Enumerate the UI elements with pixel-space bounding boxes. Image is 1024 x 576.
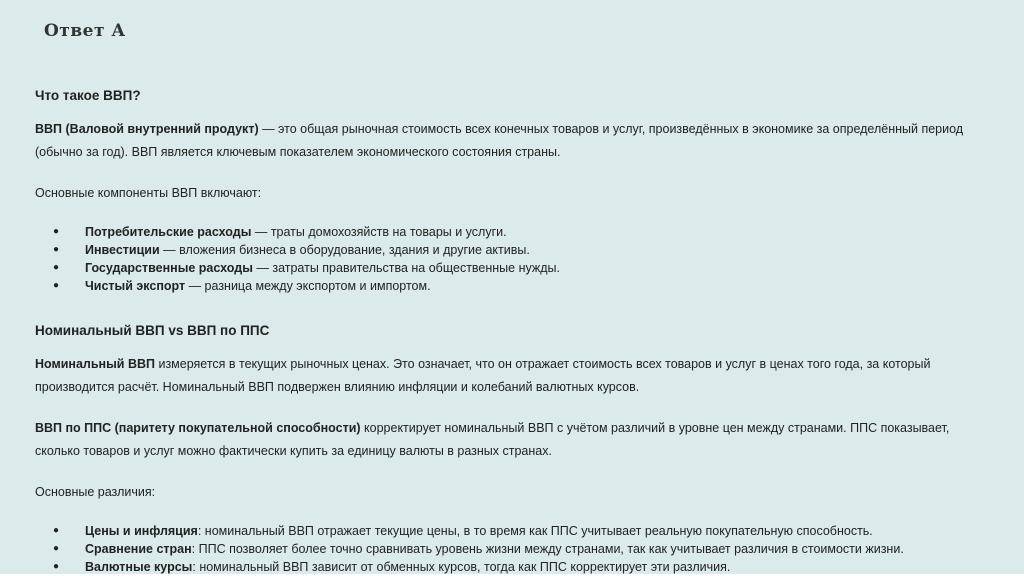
gdp-definition <box>35 118 985 164</box>
list-item-text: — разница между экспортом и импортом. <box>185 279 431 293</box>
nominal-gdp-text: измеряется в текущих рыночных ценах. Это означает, что он отражает стоимость всех товаров и услуг в ценах того года, за который производится расчёт. Номинальный ВВП подвержен влиянию инфляции и колебаний валютных курсов. <box>35 357 931 394</box>
components-intro: Основные компоненты ВВП включают: <box>35 186 262 200</box>
components-list <box>35 223 985 295</box>
gdp-definition-term: ВВП (Валовой внутренний продукт) <box>35 122 259 136</box>
differences-list <box>35 522 985 576</box>
list-item <box>53 522 985 540</box>
ppp-gdp-text: корректирует номинальный ВВП с учётом различий в уровне цен между странами. ППС показывает, сколько товаров и услуг можно фактически купить за единицу валюты в разных странах. <box>35 421 950 458</box>
bullet-icon: ● <box>53 543 60 554</box>
bullet-icon: ● <box>53 262 60 273</box>
list-item-term: Сравнение стран <box>85 542 192 556</box>
list-item-term: Инвестиции <box>85 243 160 257</box>
list-item <box>53 223 985 241</box>
list-item <box>53 259 985 277</box>
list-item-text: — затраты правительства на общественные нужды. <box>252 261 560 275</box>
list-item <box>53 277 985 295</box>
gdp-definition-text: — это общая рыночная стоимость всех конечных товаров и услуг, произведённых в экономике за определённый период (обычно за год). ВВП является ключевым показателем экономического состояния страны. <box>35 122 964 159</box>
bullet-icon: ● <box>53 280 60 291</box>
slide-title: Ответ А <box>44 21 126 41</box>
list-item-term: Цены и инфляция <box>85 524 198 538</box>
section-heading-nominal-vs-ppp: Номинальный ВВП vs ВВП по ППС <box>35 323 270 338</box>
list-item <box>53 558 985 576</box>
list-item-term: Государственные расходы <box>85 261 253 275</box>
nominal-gdp-paragraph <box>35 353 985 399</box>
list-item-text: : номинальный ВВП зависит от обменных курсов, тогда как ППС корректирует эти различия. <box>192 560 731 574</box>
bullet-icon: ● <box>53 561 60 572</box>
slide-content <box>35 86 985 576</box>
list-item-term: Чистый экспорт <box>85 279 186 293</box>
list-item-text: : ППС позволяет более точно сравнивать уровень жизни между странами, так как учитывает различия в стоимости жизни. <box>191 542 904 556</box>
bullet-icon: ● <box>53 525 60 536</box>
bullet-icon: ● <box>53 226 60 237</box>
ppp-gdp-term: ВВП по ППС (паритету покупательной способности) <box>35 421 361 435</box>
list-item <box>53 241 985 259</box>
list-item-text: : номинальный ВВП отражает текущие цены, в то время как ППС учитывает реальную покупательную способность. <box>197 524 873 538</box>
ppp-gdp-paragraph <box>35 417 985 463</box>
list-item <box>53 540 985 558</box>
section-heading-gdp: Что такое ВВП? <box>35 88 141 103</box>
list-item-term: Валютные курсы <box>85 560 193 574</box>
differences-intro: Основные различия: <box>35 485 156 499</box>
nominal-gdp-term: Номинальный ВВП <box>35 357 155 371</box>
list-item-text: — траты домохозяйств на товары и услуги. <box>251 225 507 239</box>
list-item-term: Потребительские расходы <box>85 225 252 239</box>
list-item-text: — вложения бизнеса в оборудование, здания и другие активы. <box>159 243 530 257</box>
bullet-icon: ● <box>53 244 60 255</box>
